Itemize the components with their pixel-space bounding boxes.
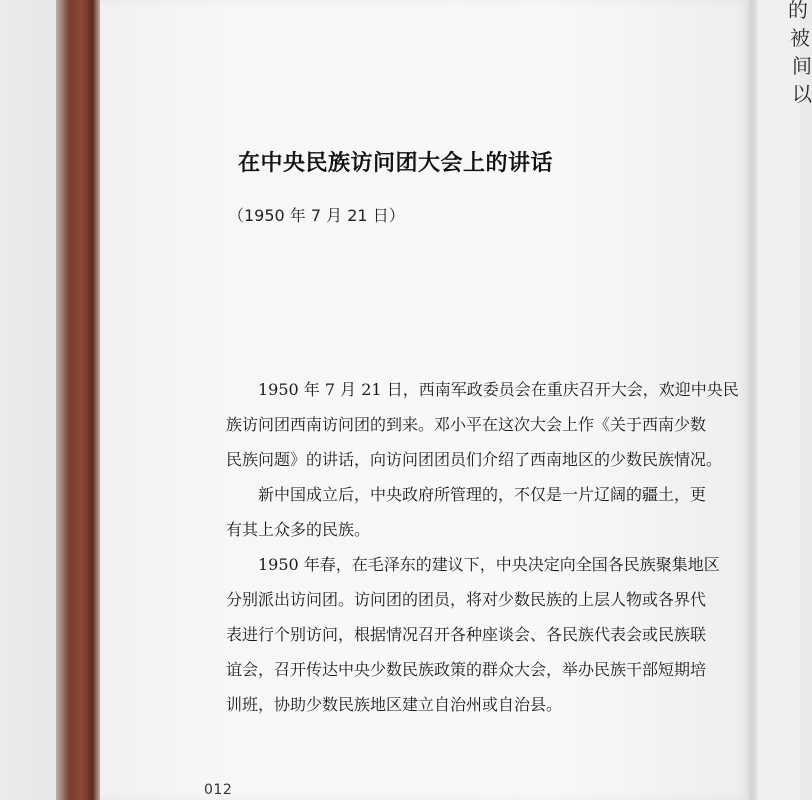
speech-date: （1950 年 7 月 21 日） — [228, 206, 405, 225]
text-line: 训班，协助少数民族地区建立自治州或自治县。 — [226, 695, 563, 714]
text-line: 谊会，召开传达中央少数民族政策的群众大会，举办民族干部短期培 — [226, 660, 707, 679]
facing-page-fragment: 以 — [792, 82, 812, 106]
text-line: 新中国成立后，中央政府所管理的，不仅是一片辽阔的疆土，更 — [258, 485, 707, 504]
facing-page-fragment: 被 — [790, 26, 810, 50]
paragraph-2 — [226, 477, 746, 547]
text-line: 族访问团西南访问团的到来。邓小平在这次大会上作《关于西南少数 — [226, 415, 707, 434]
facing-page — [758, 0, 812, 800]
book-gutter — [745, 0, 759, 800]
paragraph-1 — [226, 372, 746, 477]
chapter-title: 在中央民族访问团大会上的讲话 — [238, 150, 554, 176]
text-line: 民族问题》的讲话，向访问团团员们介绍了西南地区的少数民族情况。 — [226, 450, 723, 469]
facing-page-fragment: 间 — [792, 54, 812, 78]
text-line: 有其上众多的民族。 — [226, 520, 371, 539]
table-surface — [0, 0, 62, 800]
body-text — [226, 372, 746, 722]
text-line: 1950 年春，在毛泽东的建议下，中央决定向全国各民族聚集地区 — [258, 555, 720, 574]
paragraph-3 — [226, 547, 746, 722]
text-line: 表进行个别访问，根据情况召开各种座谈会、各民族代表会或民族联 — [226, 625, 707, 644]
page-number: 012 — [204, 782, 233, 798]
facing-page-fragment: 的 — [788, 0, 808, 22]
book-cover-edge — [56, 0, 102, 800]
text-line: 1950 年 7 月 21 日，西南军政委员会在重庆召开大会，欢迎中央民 — [258, 380, 739, 399]
text-line: 分别派出访问团。访问团的团员，将对少数民族的上层人物或各界代 — [226, 590, 707, 609]
